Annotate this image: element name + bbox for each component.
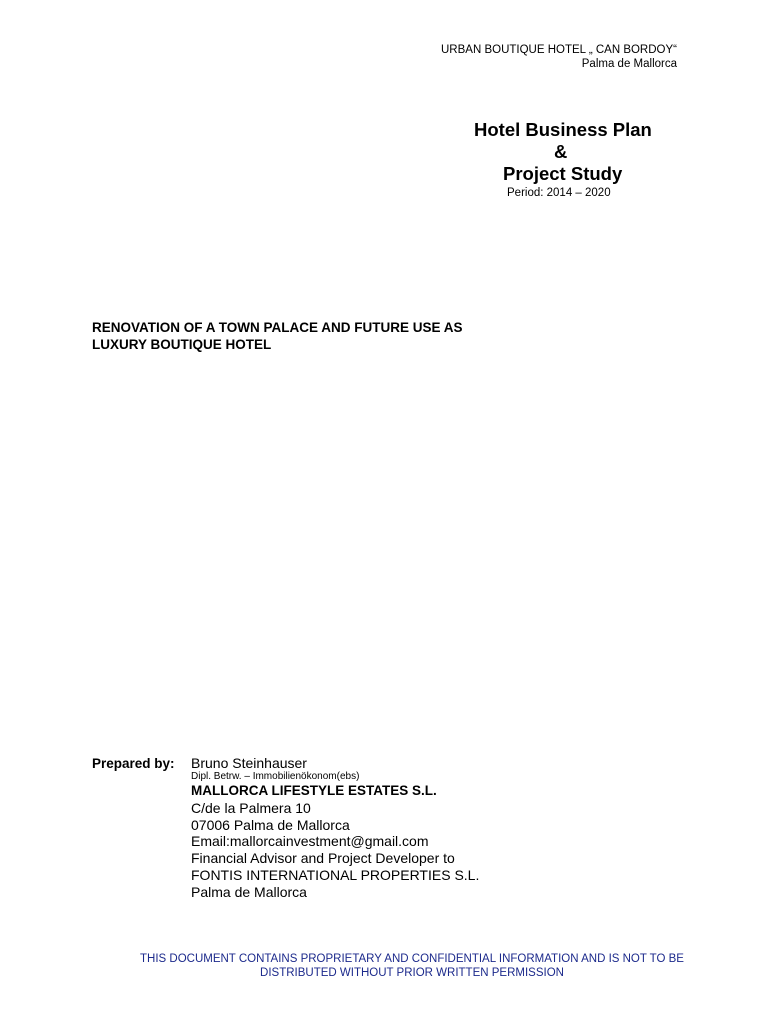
title-line-business-plan: Hotel Business Plan (474, 119, 652, 140)
partner-company: FONTIS INTERNATIONAL PROPERTIES S.L. (191, 866, 480, 883)
document-subject (92, 319, 552, 353)
period-text: Period: 2014 – 2020 (507, 187, 611, 199)
document-header (441, 43, 677, 71)
title-line-project-study: Project Study (503, 163, 623, 184)
title-line-ampersand: & (554, 141, 568, 162)
subject-line-1: RENOVATION OF A TOWN PALACE AND FUTURE USE AS (92, 320, 463, 335)
subject-line-2: LUXURY BOUTIQUE HOTEL (92, 337, 272, 352)
header-hotel-name: URBAN BOUTIQUE HOTEL „ CAN BORDOY“ (441, 44, 677, 56)
author-name: Bruno Steinhauser (191, 755, 307, 771)
author-qualification: Dipl. Betrw. – Immobilienökonom(ebs) (191, 771, 360, 782)
partner-city: Palma de Mallorca (191, 883, 307, 900)
confidentiality-notice (92, 952, 732, 980)
company-name: MALLORCA LIFESTYLE ESTATES S.L. (191, 783, 437, 798)
company-street: C/de la Palmera 10 (191, 799, 311, 816)
prepared-by-label: Prepared by: (92, 756, 175, 771)
contact-block (191, 783, 479, 901)
confidential-line-1: THIS DOCUMENT CONTAINS PROPRIETARY AND CONFIDENTIAL INFORMATION AND IS NOT TO BE (140, 953, 684, 965)
contact-email: Email:mallorcainvestment@gmail.com (191, 833, 429, 850)
company-city: 07006 Palma de Mallorca (191, 816, 350, 833)
confidential-line-2: DISTRIBUTED WITHOUT PRIOR WRITTEN PERMISSION (260, 967, 564, 979)
author-role: Financial Advisor and Project Developer to (191, 850, 455, 867)
header-location: Palma de Mallorca (581, 58, 677, 70)
document-title (470, 119, 680, 185)
